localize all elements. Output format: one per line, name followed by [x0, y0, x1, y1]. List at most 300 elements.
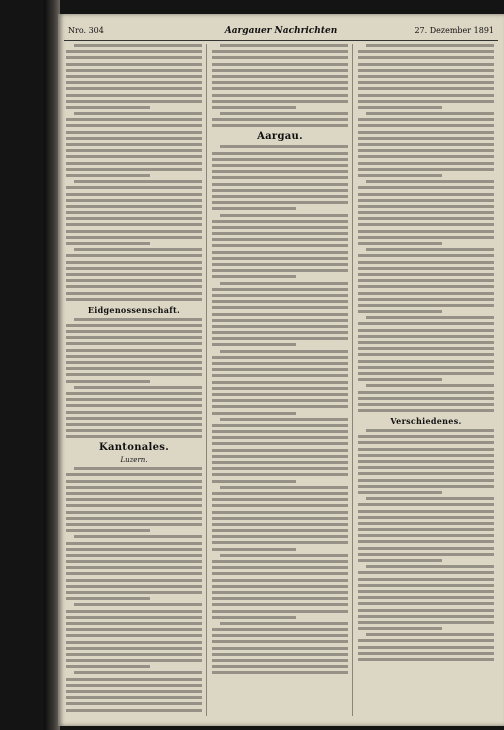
text-line: [212, 640, 348, 643]
text-line: [358, 510, 494, 513]
text-line: [358, 609, 494, 612]
text-line: [66, 641, 202, 644]
text-line: [358, 347, 494, 350]
text-line: [66, 690, 202, 693]
text-line: [358, 646, 494, 649]
text-line: [358, 329, 494, 332]
text-line: [358, 547, 494, 550]
text-line: [212, 616, 296, 619]
column-1: [66, 44, 202, 716]
text-line: [358, 292, 494, 295]
text-line: [66, 273, 202, 276]
text-line: [66, 404, 202, 407]
text-line: [212, 566, 348, 569]
text-line: [358, 516, 494, 519]
text-line: [212, 337, 348, 340]
text-line: [358, 100, 494, 103]
text-line: [66, 517, 202, 520]
text-line: [212, 399, 348, 402]
text-line: [358, 578, 494, 581]
text-line: [212, 467, 348, 470]
text-line: [358, 106, 442, 109]
text-line: [212, 628, 348, 631]
text-line: [66, 69, 202, 72]
text-line: [358, 441, 494, 444]
text-line: [358, 217, 494, 220]
text-line: [212, 325, 348, 328]
text-line: [212, 269, 348, 272]
text-line: [66, 423, 202, 426]
text-line: [358, 242, 442, 245]
text-line: [212, 498, 348, 501]
text-line: [66, 330, 202, 333]
text-line: [212, 306, 348, 309]
text-line: [358, 143, 494, 146]
text-line: [358, 485, 494, 488]
text-line: [212, 659, 348, 662]
text-line: [66, 628, 202, 631]
text-line: [220, 145, 348, 148]
text-line: [66, 548, 202, 551]
text-line: [66, 211, 202, 214]
text-line: [66, 665, 150, 668]
text-line: [358, 261, 494, 264]
text-line: [358, 186, 494, 189]
text-line: [66, 149, 202, 152]
text-line: [212, 263, 348, 266]
text-line: [358, 372, 494, 375]
text-line: [212, 387, 348, 390]
text-line: [212, 50, 348, 53]
text-line: [212, 374, 348, 377]
text-line: [366, 316, 494, 319]
text-line: [220, 112, 348, 115]
text-line: [212, 610, 348, 613]
text-line: [358, 639, 494, 642]
text-line: [358, 534, 494, 537]
text-line: [66, 63, 202, 66]
text-line: [66, 684, 202, 687]
text-line: [220, 214, 348, 217]
text-line: [66, 616, 202, 619]
text-line: [74, 386, 202, 389]
section-heading-verschiedenes: Verschiedenes.: [390, 416, 462, 427]
text-line: [212, 393, 348, 396]
text-line: [66, 106, 150, 109]
text-line: [366, 44, 494, 47]
text-line: [212, 572, 348, 575]
text-line: [358, 273, 494, 276]
text-line: [358, 131, 494, 134]
text-line: [358, 460, 494, 463]
text-line: [74, 603, 202, 606]
column-rule: [352, 44, 353, 716]
text-line: [212, 529, 348, 532]
text-line: [358, 168, 494, 171]
text-line: [358, 615, 494, 618]
text-line: [66, 361, 202, 364]
text-line: [66, 155, 202, 158]
text-line: [212, 63, 348, 66]
text-line: [212, 430, 348, 433]
text-line: [66, 292, 202, 295]
text-line: [66, 634, 202, 637]
text-line: [74, 112, 202, 115]
text-line: [212, 56, 348, 59]
text-line: [212, 189, 348, 192]
text-line: [66, 610, 202, 613]
text-line: [212, 504, 348, 507]
text-line: [358, 397, 494, 400]
text-line: [212, 106, 296, 109]
text-line: [212, 176, 348, 179]
text-line: [66, 585, 202, 588]
text-line: [366, 497, 494, 500]
text-line: [358, 298, 494, 301]
text-line: [212, 300, 348, 303]
text-line: [220, 622, 348, 625]
text-line: [66, 100, 202, 103]
text-line: [212, 436, 348, 439]
text-line: [66, 696, 202, 699]
text-block: [212, 44, 348, 127]
text-line: [212, 368, 348, 371]
text-line: [220, 554, 348, 557]
text-line: [212, 647, 348, 650]
newspaper-title: Aargauer Nachrichten: [224, 26, 338, 36]
text-block: [212, 145, 348, 674]
text-line: [66, 480, 202, 483]
newspaper-page: [58, 14, 504, 726]
text-line: [66, 174, 150, 177]
column-3: [358, 44, 494, 716]
text-line: [66, 118, 202, 121]
subheading-luzern: Luzern.: [120, 456, 148, 465]
text-line: [212, 195, 348, 198]
text-line: [212, 535, 348, 538]
text-line: [212, 313, 348, 316]
text-line: [358, 409, 494, 412]
text-line: [74, 535, 202, 538]
text-line: [66, 591, 202, 594]
text-line: [358, 322, 494, 325]
text-line: [66, 622, 202, 625]
text-line: [220, 350, 348, 353]
column-rule: [206, 44, 207, 716]
text-line: [212, 597, 348, 600]
text-line: [358, 155, 494, 158]
text-line: [212, 541, 348, 544]
text-line: [358, 584, 494, 587]
text-line: [358, 335, 494, 338]
text-block: [66, 318, 202, 439]
text-line: [66, 349, 202, 352]
text-line: [66, 205, 202, 208]
text-line: [212, 591, 348, 594]
text-line: [212, 442, 348, 445]
text-block: [358, 44, 494, 412]
text-line: [212, 87, 348, 90]
text-line: [358, 366, 494, 369]
text-line: [358, 310, 442, 313]
text-line: [212, 232, 348, 235]
text-line: [358, 466, 494, 469]
text-line: [66, 579, 202, 582]
text-line: [366, 633, 494, 636]
text-line: [358, 285, 494, 288]
text-line: [66, 542, 202, 545]
text-line: [366, 565, 494, 568]
text-line: [66, 647, 202, 650]
text-line: [66, 523, 202, 526]
text-line: [66, 242, 150, 245]
text-block: [358, 429, 494, 661]
text-line: [358, 522, 494, 525]
text-line: [358, 199, 494, 202]
text-line: [66, 392, 202, 395]
text-line: [66, 279, 202, 282]
text-line: [212, 152, 348, 155]
text-line: [358, 571, 494, 574]
issue-date: 27. Dezember 1891: [414, 26, 494, 35]
text-line: [358, 279, 494, 282]
text-line: [366, 429, 494, 432]
text-line: [66, 267, 202, 270]
text-line: [66, 94, 202, 97]
text-line: [212, 226, 348, 229]
text-line: [212, 288, 348, 291]
text-line: [66, 324, 202, 327]
text-line: [66, 417, 202, 420]
text-line: [358, 658, 494, 661]
text-line: [358, 63, 494, 66]
text-line: [66, 56, 202, 59]
text-line: [358, 602, 494, 605]
text-line: [212, 164, 348, 167]
text-line: [74, 180, 202, 183]
text-line: [212, 183, 348, 186]
text-line: [358, 118, 494, 121]
text-line: [358, 205, 494, 208]
text-line: [358, 341, 494, 344]
text-line: [212, 579, 348, 582]
text-line: [358, 223, 494, 226]
text-line: [66, 411, 202, 414]
text-line: [358, 124, 494, 127]
text-line: [74, 248, 202, 251]
text-line: [66, 236, 202, 239]
text-line: [212, 356, 348, 359]
text-line: [212, 207, 296, 210]
text-line: [66, 678, 202, 681]
text-line: [358, 75, 494, 78]
text-line: [358, 50, 494, 53]
text-line: [212, 244, 348, 247]
text-block: [66, 467, 202, 711]
text-line: [74, 318, 202, 321]
text-line: [212, 362, 348, 365]
text-line: [66, 566, 202, 569]
text-line: [358, 540, 494, 543]
text-line: [66, 342, 202, 345]
text-line: [66, 285, 202, 288]
text-line: [212, 603, 348, 606]
text-line: [66, 473, 202, 476]
text-line: [358, 559, 442, 562]
text-line: [66, 554, 202, 557]
text-line: [366, 180, 494, 183]
text-line: [66, 50, 202, 53]
text-line: [358, 528, 494, 531]
text-line: [66, 223, 202, 226]
text-line: [220, 282, 348, 285]
section-heading-aargau: Aargau.: [257, 131, 303, 143]
text-line: [358, 236, 494, 239]
text-line: [212, 69, 348, 72]
text-line: [66, 137, 202, 140]
text-line: [366, 384, 494, 387]
text-line: [66, 504, 202, 507]
text-line: [212, 455, 348, 458]
page-number: Nro. 304: [68, 26, 104, 35]
text-line: [66, 435, 202, 438]
text-line: [212, 201, 348, 204]
text-line: [212, 634, 348, 637]
text-line: [358, 304, 494, 307]
text-line: [66, 560, 202, 563]
text-line: [358, 193, 494, 196]
text-line: [66, 143, 202, 146]
text-line: [66, 398, 202, 401]
text-line: [212, 319, 348, 322]
text-line: [66, 429, 202, 432]
text-line: [212, 94, 348, 97]
text-block: [66, 44, 202, 301]
text-line: [212, 294, 348, 297]
text-line: [66, 217, 202, 220]
text-line: [66, 653, 202, 656]
text-line: [212, 665, 348, 668]
text-line: [358, 503, 494, 506]
text-line: [358, 448, 494, 451]
text-line: [66, 373, 202, 376]
text-line: [66, 709, 202, 712]
text-line: [66, 81, 202, 84]
text-line: [358, 652, 494, 655]
text-line: [66, 597, 150, 600]
text-line: [66, 131, 202, 134]
text-line: [366, 112, 494, 115]
text-line: [66, 572, 202, 575]
text-line: [212, 331, 348, 334]
section-heading-kantonales: Kantonales.: [98, 442, 170, 454]
text-line: [358, 87, 494, 90]
text-line: [358, 435, 494, 438]
text-line: [358, 162, 494, 165]
text-line: [212, 75, 348, 78]
text-line: [358, 174, 442, 177]
text-line: [66, 367, 202, 370]
text-line: [66, 168, 202, 171]
text-line: [66, 702, 202, 705]
text-line: [358, 353, 494, 356]
text-line: [66, 659, 202, 662]
text-line: [212, 424, 348, 427]
text-line: [220, 486, 348, 489]
text-line: [358, 596, 494, 599]
text-line: [358, 267, 494, 270]
section-heading-eidgenossenschaft: Eidgenossenschaft.: [87, 304, 181, 315]
text-line: [66, 298, 202, 301]
text-line: [358, 403, 494, 406]
text-line: [358, 81, 494, 84]
text-line: [66, 193, 202, 196]
text-line: [66, 261, 202, 264]
text-line: [358, 94, 494, 97]
text-line: [66, 486, 202, 489]
text-line: [358, 230, 494, 233]
text-line: [358, 479, 494, 482]
text-line: [212, 492, 348, 495]
text-line: [74, 671, 202, 674]
text-line: [66, 199, 202, 202]
text-line: [220, 418, 348, 421]
text-line: [212, 480, 296, 483]
text-line: [212, 671, 348, 674]
text-line: [212, 585, 348, 588]
text-line: [358, 69, 494, 72]
text-line: [212, 473, 348, 476]
text-line: [66, 186, 202, 189]
text-line: [66, 336, 202, 339]
text-line: [212, 275, 296, 278]
text-line: [358, 211, 494, 214]
text-line: [66, 529, 150, 532]
text-line: [358, 621, 494, 624]
column-2: [212, 44, 348, 716]
text-line: [366, 248, 494, 251]
text-line: [212, 517, 348, 520]
text-line: [66, 162, 202, 165]
text-line: [66, 355, 202, 358]
text-line: [212, 381, 348, 384]
text-line: [212, 100, 348, 103]
text-line: [66, 254, 202, 257]
text-line: [74, 44, 202, 47]
text-line: [66, 380, 150, 383]
text-line: [358, 137, 494, 140]
text-line: [220, 44, 348, 47]
text-line: [358, 472, 494, 475]
text-line: [212, 257, 348, 260]
text-line: [358, 553, 494, 556]
text-line: [212, 238, 348, 241]
text-line: [358, 454, 494, 457]
text-line: [358, 391, 494, 394]
text-line: [66, 230, 202, 233]
text-line: [66, 75, 202, 78]
text-line: [66, 511, 202, 514]
text-line: [212, 653, 348, 656]
text-line: [358, 378, 442, 381]
text-line: [212, 251, 348, 254]
page-header: [64, 20, 498, 41]
text-line: [358, 56, 494, 59]
text-line: [358, 254, 494, 257]
text-line: [212, 170, 348, 173]
text-line: [358, 491, 442, 494]
text-line: [212, 449, 348, 452]
